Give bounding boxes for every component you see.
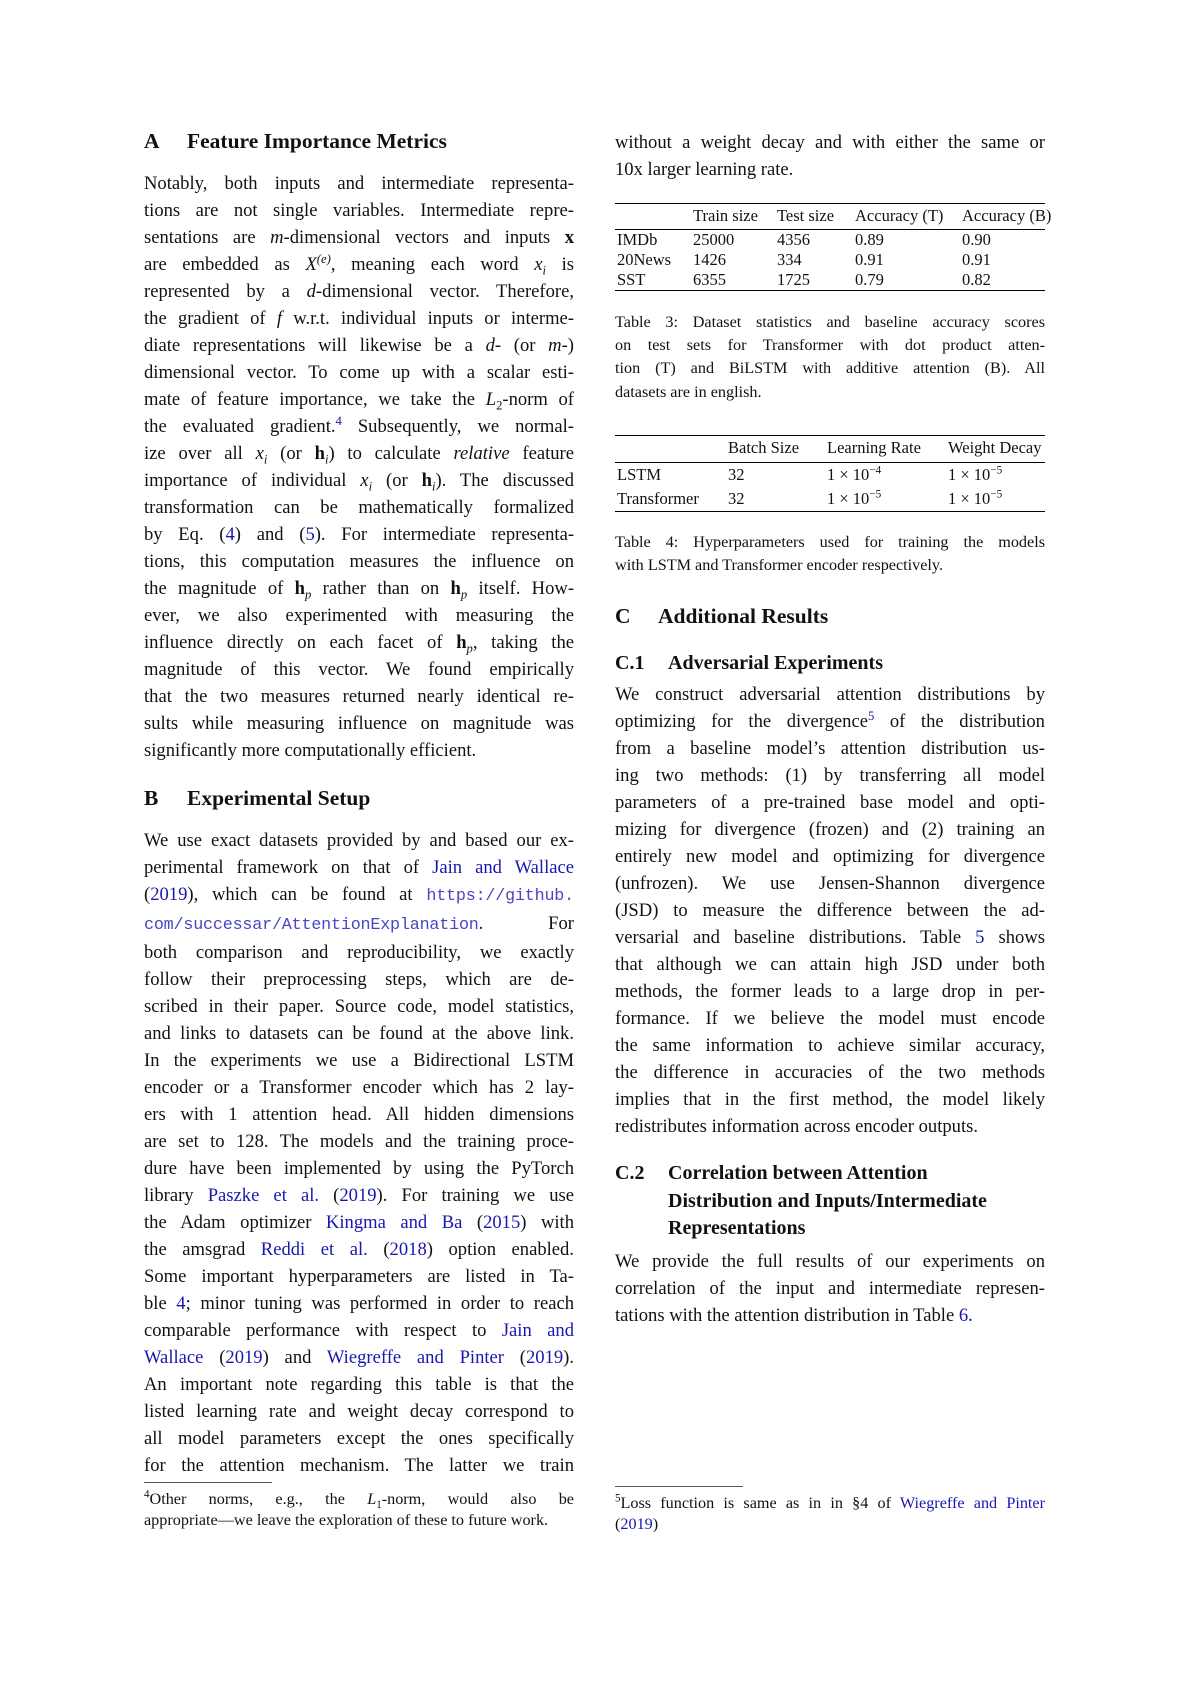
right-column [615,0,1052,1683]
text-line: dimensional vector. To come up with a scalar esti- [144,362,574,383]
text-line: represented by a d-dimensional vector. Therefore, [144,281,574,302]
text-line: optimizing for the divergence$^5$ of the distribution [615,708,1045,732]
text-line: (JSD) to measure the difference between the ad- [615,900,1045,921]
citation-link[interactable]: Wiegreffe and Pinter [326,1347,504,1368]
subsection-title-line: Distribution and Inputs/Intermediate [668,1189,987,1212]
table-cell: 1426 [693,250,726,269]
citation-link[interactable]: Wiegreffe and Pinter [899,1494,1045,1512]
citation-link[interactable]: 2019 [150,884,188,905]
text-line: comparable performance with respect to Jain and [144,1320,575,1341]
table-header-cell: Test size [777,206,835,225]
table-cell: 4356 [777,230,810,249]
text-line: (unfrozen). We use Jensen-Shannon divergence [615,873,1045,894]
table-4 [615,435,1045,512]
footnote-ref-link[interactable]: 5 [867,708,875,723]
citation-link[interactable]: Paszke et al. [207,1185,320,1206]
paragraph-correlation [615,1248,1045,1329]
text-line: tions, this computation measures the influence on [144,551,574,572]
text-line: (2019) [615,1515,659,1533]
text-line: the difference in accuracies of the two methods [615,1062,1045,1083]
section-heading-c [615,604,1045,629]
text-line: (2019), which can be found at https://github. [144,884,574,906]
text-line: perimental framework on that of Jain and Wallace [144,857,574,878]
citation-link[interactable]: 2019 [225,1347,263,1368]
text-line: are embedded as $X^{(e)}$, meaning each word $x_i$ is [144,251,574,278]
citation-link[interactable]: 5 [975,927,985,948]
text-line: on test sets for Transformer with dot product atten- [615,336,1045,355]
text-line: with LSTM and Transformer encoder respectively. [615,556,944,575]
table-cell: $1 \times 10^{-4}$ [827,464,882,484]
text-line: An important note regarding this table is that the [144,1374,574,1395]
table-cell: 0.91 [855,250,884,269]
table-header-cell: Batch Size [728,438,800,457]
text-line: We use exact datasets provided by and based our ex- [144,830,574,851]
footnote-rule [144,1482,272,1483]
table-cell: 0.82 [962,270,991,289]
table-cell: $1 \times 10^{-5}$ [827,488,882,508]
text-line: methods, the former leads to a large drop in per- [615,981,1045,1002]
text-line: ize over all $x_i$ (or $h_i$) to calculate relative feature [144,443,574,467]
table-cell: 6355 [693,270,726,289]
paragraph-feature-importance [144,170,574,764]
citation-link[interactable]: Jain and [501,1320,575,1341]
text-line: by Eq. (4) and (5). For intermediate representa- [144,524,575,545]
table-header-row [615,204,1052,230]
text-line: tions are not single variables. Intermediate repre- [144,200,574,221]
text-line: from a baseline model’s attention distribution us- [615,738,1045,759]
text-line: mizing for divergence (frozen) and (2) training an [615,819,1045,840]
text-line: appropriate—we leave the exploration of these to future work. [144,1511,549,1529]
footnote-4 [144,1489,574,1531]
text-line: diate representations will likewise be a d- (or m-) [144,335,574,356]
paragraph-continued [615,129,1045,183]
table-row [615,270,1045,290]
text-line: Notably, both inputs and intermediate representa- [144,173,574,194]
text-line: implies that in the first method, the model likely [615,1089,1045,1110]
text-line: all model parameters except the ones specifically [144,1428,574,1449]
citation-link[interactable]: 2019 [525,1347,564,1368]
text-line: ing two methods: (1) by transferring all model [615,765,1045,786]
table-cell: 32 [728,465,745,484]
table-header-cell: Train size [693,206,758,225]
text-line: Table 4: Hyperparameters used for training the models [615,533,1045,551]
table-cell: $1 \times 10^{-5}$ [948,488,1003,508]
text-line: scribed in their paper. Source code, model statistics, [144,996,574,1017]
citation-link[interactable]: Jain and Wallace [432,857,574,878]
table-header-row [615,436,1045,463]
table-header-cell [615,204,693,229]
table-cell: SST [617,270,646,289]
text-line: versarial and baseline distributions. Table 5 shows [615,927,1045,948]
table-row [615,463,1045,487]
text-line: Table 3: Dataset statistics and baseline accuracy scores [615,313,1045,331]
subsection-title: Adversarial Experiments [668,652,883,674]
text-line: the Adam optimizer Kingma and Ba (2015) with [144,1212,575,1233]
table-cell: 334 [777,250,802,269]
text-line: ers with 1 attention head. All hidden dimensions [144,1104,574,1125]
text-line: mate of feature importance, we take the $L_2$-norm of [144,389,574,413]
table-cell: $1 \times 10^{-5}$ [948,464,1003,484]
table-cell: 25000 [693,230,735,249]
citation-link[interactable]: 6 [958,1305,969,1326]
text-line: formance. If we believe the model must encode [615,1008,1045,1029]
text-line: Some important hyperparameters are listed in Ta- [144,1266,574,1287]
table-row [615,230,1045,250]
text-line: parameters of a pre-trained base model and opti- [615,792,1045,813]
text-line: the evaluated gradient.$^4$ Subsequently, we normal- [144,413,574,437]
table-cell: 0.89 [855,230,884,249]
citation-link[interactable]: Reddi et al. [260,1239,368,1260]
text-line: transformation can be mathematically formalized [144,497,574,518]
table-4-caption [615,531,1045,577]
text-line: sults while measuring influence on magnitude was [144,713,574,734]
text-line: We construct adversarial attention distributions by [615,684,1045,705]
text-line: encoder or a Transformer encoder which has 2 lay- [144,1077,574,1098]
text-line: influence directly on each facet of $h_p$, taking the [144,632,575,656]
text-line: importance of individual $x_i$ (or $h_i$). The discussed [144,470,574,494]
footnote-rule [615,1486,743,1487]
table-header-cell: Accuracy (B) [962,206,1052,225]
citation-link[interactable]: 5 [305,524,315,545]
table-cell: 20News [617,250,672,269]
table-header-cell: Weight Decay [948,438,1042,457]
text-line: In the experiments we use a Bidirectional LSTM [144,1050,574,1071]
citation-link[interactable]: 2019 [339,1185,377,1206]
text-line: that the two measures returned nearly identical re- [144,686,574,707]
table-3 [615,203,1052,291]
text-line: library Paszke et al. (2019). For training we use [144,1185,574,1206]
subsection-title-line: Correlation between Attention [668,1162,928,1184]
left-column [144,0,574,1683]
text-line: both comparison and reproducibility, we exactly [144,942,574,963]
citation-link[interactable]: 4 [176,1293,186,1314]
footnote-ref-link[interactable]: 4 [335,413,342,428]
text-line: $^5$Loss function is same as in in §4 of Wiegreffe and Pinter [615,1492,1045,1512]
text-line: redistributes information across encoder outputs. [615,1116,979,1137]
subsection-heading-c1 [615,650,1045,678]
subsection-heading-c2 [615,1160,1045,1243]
footnote-5 [615,1493,1045,1535]
subsection-title [668,1160,987,1243]
text-line: are set to 128. The models and the training proce- [144,1131,574,1152]
paragraph-experimental-setup [144,827,574,1479]
section-heading-b [144,786,574,811]
text-line: com/successar/AttentionExplanation. For [144,913,574,935]
table-header-cell: Accuracy (T) [855,206,944,225]
text-line: the amsgrad Reddi et al. (2018) option enabled. [144,1239,574,1260]
section-title: Feature Importance Metrics [187,129,447,153]
section-label: C [615,604,631,628]
text-line: entirely new model and optimizing for divergence [615,846,1045,867]
text-line: We provide the full results of our experiments on [615,1251,1045,1272]
text-line: the same information to achieve similar accuracy, [615,1035,1045,1056]
text-line: datasets are in english. [615,382,762,401]
table-cell: 0.79 [855,270,884,289]
text-line: that although we can attain high JSD under both [615,954,1045,975]
text-line: and links to datasets can be found at the above link. [144,1023,574,1044]
text-line: Wallace (2019) and Wiegreffe and Pinter (2019). [144,1347,575,1368]
paragraph-adversarial [615,681,1045,1140]
table-header-cell: Learning Rate [827,438,921,457]
text-line: listed learning rate and weight decay correspond to [144,1401,574,1422]
text-line: the magnitude of $h_p$ rather than on $h_p$ itself. How- [144,578,575,602]
table-row [615,250,1045,270]
text-line: without a weight decay and with either the same or [615,132,1045,153]
section-heading-a [144,129,574,154]
subsection-label: C.1 [615,652,645,674]
citation-link[interactable]: 2018 [389,1239,427,1260]
citation-link[interactable]: Wallace [144,1347,204,1368]
url-link[interactable]: https://github. [426,887,574,906]
text-line: for the attention mechanism. The latter we train [144,1455,574,1476]
section-title: Experimental Setup [187,786,371,810]
text-line: tations with the attention distribution in Table 6. [615,1305,973,1326]
url-link[interactable]: com/successar/AttentionExplanation [144,916,479,935]
subsection-label: C.2 [615,1162,645,1184]
citation-link[interactable]: Kingma and Ba [325,1212,463,1233]
table-cell: LSTM [617,465,662,484]
section-title: Additional Results [658,604,829,628]
text-line: 10x larger learning rate. [615,159,794,180]
table-3-caption [615,311,1045,404]
table-cell: Transformer [617,489,699,508]
table-header-cell [615,436,728,462]
text-line: follow their preprocessing steps, which are de- [144,969,574,990]
table-cell: IMDb [617,230,658,249]
text-line: sentations are m-dimensional vectors and inputs x [144,227,574,248]
text-line: tion (T) and BiLSTM with additive attention (B). All [615,359,1045,378]
text-line: dure have been implemented by using the PyTorch [144,1158,574,1179]
table-row [615,487,1045,511]
text-line: ever, we also experimented with measuring the [144,605,574,626]
citation-link[interactable]: 2019 [620,1515,653,1533]
text-line: $^4$Other norms, e.g., the $L_1$-norm, would also be [144,1488,574,1512]
table-cell: 0.90 [962,230,991,249]
citation-link[interactable]: 2015 [483,1212,521,1233]
text-line: the gradient of f w.r.t. individual inputs or interme- [144,308,574,329]
text-line: magnitude of this vector. We found empirically [144,659,574,680]
table-cell: 32 [728,489,745,508]
section-label: A [144,129,160,153]
text-line: ble 4; minor tuning was performed in order to reach [144,1293,574,1314]
subsection-title-line: Representations [668,1217,806,1239]
text-line: significantly more computationally efficient. [144,740,477,761]
section-label: B [144,786,159,810]
text-line: correlation of the input and intermediate represen- [615,1278,1045,1299]
table-cell: 0.91 [962,250,991,269]
table-cell: 1725 [777,270,810,289]
citation-link[interactable]: 4 [225,524,235,545]
